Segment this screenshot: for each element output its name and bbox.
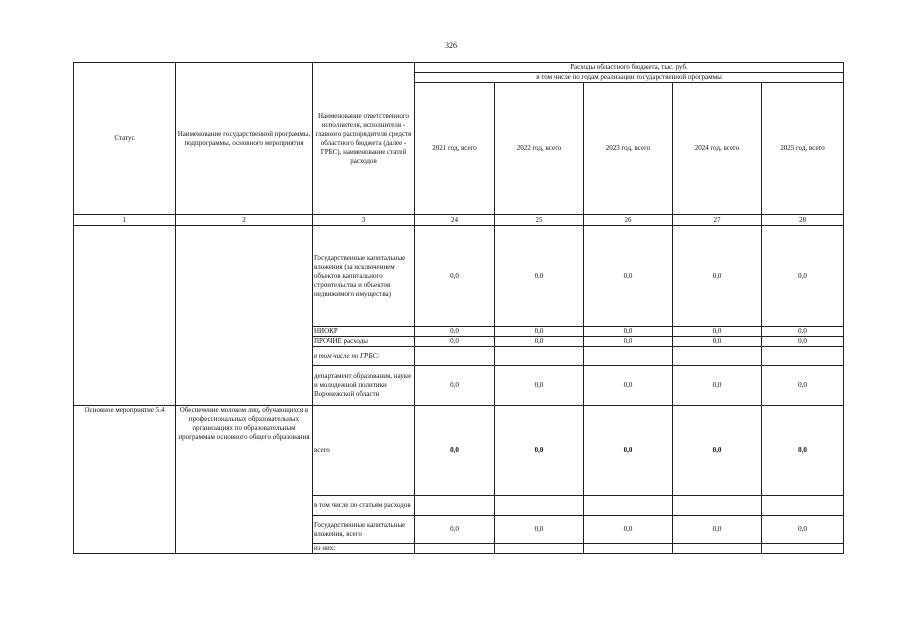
cell-value: 0,0 bbox=[762, 366, 844, 406]
cell-value: 0,0 bbox=[415, 406, 495, 496]
empty-cell bbox=[673, 347, 762, 366]
cell-value: 0,0 bbox=[673, 516, 762, 544]
cell-value: 0,0 bbox=[415, 366, 495, 406]
row-label: в том числе по статьям расходов bbox=[313, 496, 415, 516]
cell-value: 0,0 bbox=[415, 327, 495, 337]
empty-cell bbox=[495, 347, 584, 366]
col-number: 3 bbox=[313, 215, 415, 226]
header-year-2025: 2025 год, всего bbox=[762, 83, 844, 215]
empty-cell bbox=[584, 544, 673, 554]
cell-value: 0,0 bbox=[584, 516, 673, 544]
cell-value: 0,0 bbox=[762, 337, 844, 347]
empty-cell bbox=[415, 544, 495, 554]
header-status: Статус bbox=[74, 63, 176, 215]
empty-cell bbox=[415, 496, 495, 516]
cell-value: 0,0 bbox=[495, 516, 584, 544]
table-row bbox=[74, 406, 844, 496]
empty-cell bbox=[176, 226, 313, 406]
header-year-2022: 2022 год, всего bbox=[495, 83, 584, 215]
header-year-2021: 2021 год, всего bbox=[415, 83, 495, 215]
cell-value: 0,0 bbox=[673, 327, 762, 337]
row-label: Государственные капитальные вложения, всего bbox=[313, 516, 415, 544]
empty-cell bbox=[495, 496, 584, 516]
row-label: Государственные капитальные вложения (за исключением объектов капитального строительства и объектов недвижимого имущества) bbox=[313, 226, 415, 327]
cell-value: 0,0 bbox=[762, 406, 844, 496]
empty-cell bbox=[74, 226, 176, 406]
cell-value: 0,0 bbox=[584, 406, 673, 496]
row-status: Основное мероприятие 5.4 bbox=[74, 406, 176, 554]
cell-value: 0,0 bbox=[495, 366, 584, 406]
cell-value: 0,0 bbox=[762, 516, 844, 544]
col-number: 25 bbox=[495, 215, 584, 226]
cell-value: 0,0 bbox=[584, 327, 673, 337]
cell-value: 0,0 bbox=[673, 406, 762, 496]
budget-table bbox=[73, 62, 844, 554]
row-name: Обеспечение молоком лиц, обучающихся в профессиональных образовательных организациях по образовательным программам основного общего образования bbox=[176, 406, 313, 554]
cell-value: 0,0 bbox=[415, 516, 495, 544]
row-label: из них: bbox=[313, 544, 415, 554]
cell-value: 0,0 bbox=[673, 226, 762, 327]
empty-cell bbox=[762, 347, 844, 366]
col-number: 26 bbox=[584, 215, 673, 226]
cell-value: 0,0 bbox=[673, 337, 762, 347]
header-by-years: в том числе по годам реализации государственной программы bbox=[415, 73, 844, 83]
row-label: всего bbox=[313, 406, 415, 496]
cell-value: 0,0 bbox=[673, 366, 762, 406]
cell-value: 0,0 bbox=[584, 337, 673, 347]
empty-cell bbox=[584, 496, 673, 516]
cell-value: 0,0 bbox=[495, 337, 584, 347]
empty-cell bbox=[584, 347, 673, 366]
cell-value: 0,0 bbox=[495, 226, 584, 327]
cell-value: 0,0 bbox=[415, 337, 495, 347]
cell-value: 0,0 bbox=[495, 327, 584, 337]
header-year-2024: 2024 год, всего bbox=[673, 83, 762, 215]
cell-value: 0,0 bbox=[584, 366, 673, 406]
page-number: 326 bbox=[445, 41, 457, 50]
table-row bbox=[74, 226, 844, 327]
cell-value: 0,0 bbox=[495, 406, 584, 496]
row-label: НИОКР bbox=[313, 327, 415, 337]
header-budget: Расходы областного бюджета, тыс. руб. bbox=[415, 63, 844, 73]
header-executor: Наименование ответственного исполнителя, исполнителя - главного распорядителя средств областного бюджета (далее - ГРБС), наименование статей расходов bbox=[313, 63, 415, 215]
header-year-2023: 2023 год, всего bbox=[584, 83, 673, 215]
empty-cell bbox=[673, 544, 762, 554]
col-number: 2 bbox=[176, 215, 313, 226]
col-number: 24 bbox=[415, 215, 495, 226]
cell-value: 0,0 bbox=[584, 226, 673, 327]
empty-cell bbox=[762, 544, 844, 554]
row-label: департамент образования, науки и молодежной политики Воронежской области bbox=[313, 366, 415, 406]
empty-cell bbox=[673, 496, 762, 516]
empty-cell bbox=[762, 496, 844, 516]
empty-cell bbox=[415, 347, 495, 366]
col-number: 28 bbox=[762, 215, 844, 226]
empty-cell bbox=[495, 544, 584, 554]
col-number: 27 bbox=[673, 215, 762, 226]
cell-value: 0,0 bbox=[762, 226, 844, 327]
row-label: в том числе по ГРБС: bbox=[313, 347, 415, 366]
col-number: 1 bbox=[74, 215, 176, 226]
row-label: ПРОЧИЕ расходы bbox=[313, 337, 415, 347]
cell-value: 0,0 bbox=[415, 226, 495, 327]
cell-value: 0,0 bbox=[762, 327, 844, 337]
header-name: Наименование государственной программы, подпрограммы, основного мероприятия bbox=[176, 63, 313, 215]
